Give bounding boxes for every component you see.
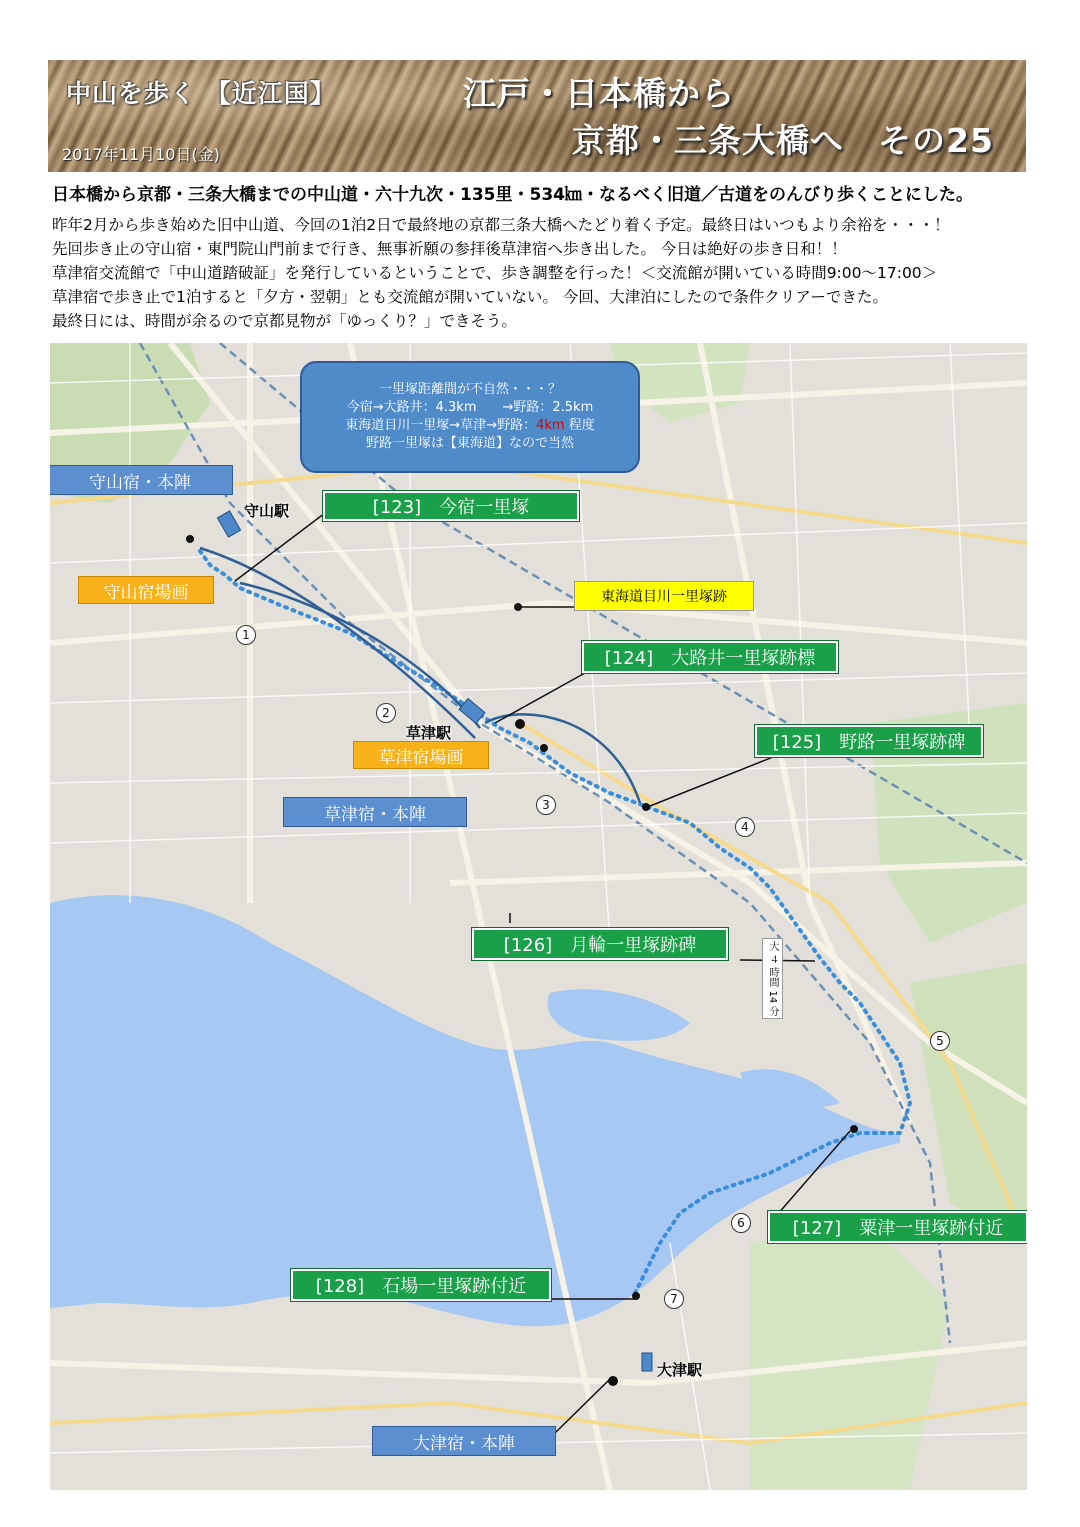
station-moriyama: 守山駅 — [244, 502, 290, 520]
banner-left-title: 中山を歩く 【近江国】 — [66, 79, 336, 108]
walking-time-label: 大 ４ 時間 14 分 — [762, 938, 783, 1019]
waypoint-4[interactable]: 4 — [735, 817, 755, 837]
intro-line-2: 先回歩き止の守山宿・東門院山門前まで行き、無事祈願の参拝後草津宿へ歩き出した。 今日は絶好の歩き日和！！ — [52, 240, 847, 258]
banner-date: 2017年11月10日(金) — [62, 145, 220, 164]
label-otsu-honjin[interactable]: 大津宿・本陣 — [372, 1426, 556, 1456]
waypoint-5[interactable]: 5 — [930, 1031, 950, 1051]
label-awazu-ichirizuka[interactable]: [127] 粟津一里塚跡付近 — [768, 1211, 1027, 1243]
intro-line-4: 草津宿で歩き止で1泊すると「夕方・翌朝」とも交流館が開いていない。 今回、大津泊にしたので条件クリアーできた。 — [52, 288, 888, 306]
station-kusatsu: 草津駅 — [406, 724, 452, 742]
label-moriyama-honjin[interactable]: 守山宿・本陣 — [50, 465, 233, 495]
label-imajuku-ichirizuka[interactable]: [123] 今宿一里塚 — [323, 491, 579, 521]
note-line-1: 一里塚距離間が不自然・・・？ — [378, 382, 561, 397]
waypoint-2[interactable]: 2 — [376, 703, 396, 723]
waypoint-7[interactable]: 7 — [664, 1289, 684, 1309]
waypoint-6[interactable]: 6 — [731, 1213, 751, 1233]
waypoint-1[interactable]: 1 — [236, 625, 256, 645]
label-mekawa-ichirizuka[interactable]: 東海道目川一里塚跡 — [574, 581, 754, 611]
note-line-3: 東海道目川一里塚→草津→野路：4km 程度 — [345, 418, 595, 433]
distance-note-box — [300, 361, 640, 473]
label-kusatsu-scene[interactable]: 草津宿場画 — [353, 741, 489, 769]
lead-text: 日本橋から京都・三条大橋までの中山道・六十九次・135里・534㎞・なるべく旧道／古道をのんびり歩くことにした。 — [52, 185, 973, 205]
banner-title-line1: 江戸・日本橋から — [463, 74, 735, 113]
intro-line-1: 昨年2月から歩き始めた旧中山道、今回の1泊2日で最終地の京都三条大橋へたどり着く予定。最終日はいつもより余裕を・・・！ — [52, 216, 950, 234]
intro-line-3: 草津宿交流館で「中山道踏破証」を発行しているということで、歩き調整を行った！＜交流館が開いている時間9:00～17:00＞ — [52, 264, 938, 282]
label-kusatsu-honjin[interactable]: 草津宿・本陣 — [283, 797, 467, 827]
station-otsu: 大津駅 — [657, 1361, 703, 1379]
label-oroi-ichirizuka[interactable]: [124] 大路井一里塚跡標 — [582, 641, 838, 673]
route-map[interactable] — [50, 343, 1027, 1490]
title-banner — [48, 60, 1026, 172]
label-noji-ichirizuka[interactable]: [125] 野路一里塚跡碑 — [755, 725, 983, 757]
intro-line-5: 最終日には、時間が余るので京都見物が「ゆっくり？」できそう。 — [52, 312, 517, 330]
banner-title-line2: 京都・三条大橋へ その25 — [572, 121, 994, 160]
label-ishiba-ichirizuka[interactable]: [128] 石場一里塚跡付近 — [291, 1269, 551, 1301]
waypoint-3[interactable]: 3 — [536, 795, 556, 815]
note-line-2: 今宿→大路井：4.3km →野路：2.5km — [346, 400, 594, 415]
label-moriyama-scene[interactable]: 守山宿場画 — [78, 576, 214, 604]
label-tsukinowa-ichirizuka[interactable]: [126] 月輪一里塚跡碑 — [472, 928, 728, 960]
note-line-4: 野路一里塚は【東海道】なので当然 — [365, 436, 574, 451]
